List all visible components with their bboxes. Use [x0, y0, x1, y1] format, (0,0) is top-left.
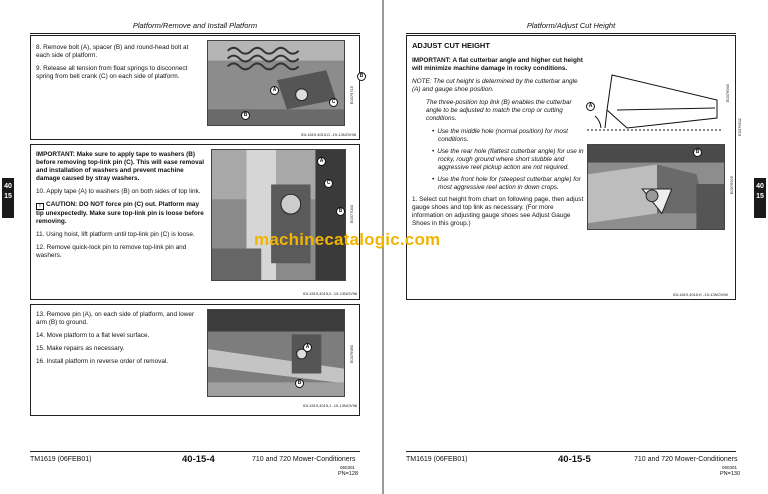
bullet-front-hole: • Use the front hole for (steepest cutterbar angle) for most aggressive reel action in down crops.: [428, 176, 584, 192]
cutterbar-angle-diagram: [587, 70, 722, 134]
diagram-id-2: E0376511: [737, 118, 742, 136]
procedure-block-1: [30, 35, 364, 140]
bullet-list: [412, 128, 584, 192]
callout-a: A: [586, 102, 595, 111]
footer-model: 710 and 720 Mower-Conditioners: [252, 456, 356, 463]
section-tab: 40 15: [2, 178, 14, 218]
important-note: IMPORTANT: A flat cutterbar angle and higher cut height will minimize machine damage in rocky conditions.: [412, 57, 583, 72]
step-10: 10. Apply tape (A) to washers (B) on both sides of top link.: [36, 188, 201, 195]
photo-id: E0377040: [349, 205, 354, 224]
footer-tm: TM1619 (06FEB01): [30, 456, 92, 463]
figure-code: IDL1619,4015,D -19-13NOV98: [301, 132, 356, 137]
callout-b2: B: [357, 72, 366, 81]
callout-b: B: [693, 148, 702, 157]
callout-c: C: [324, 179, 333, 188]
note: NOTE: The cut height is determined by the cutterbar angle (A) and gauge shoe position.: [412, 78, 578, 93]
callout-b: B: [295, 379, 304, 388]
steps-text: [36, 44, 196, 86]
callout-b: B: [241, 111, 250, 120]
step-13: 13. Remove pin (A), on each side of platform, and lower arm (B) to ground.: [36, 311, 195, 326]
photo-id: E0376980: [349, 345, 354, 364]
footer-pn: PN=128: [338, 471, 359, 477]
step-11: 11. Using hoist, lift platform until top-link pin (C) is loose.: [36, 231, 195, 238]
callout-a: A: [317, 157, 326, 166]
photo-lower-arm: [207, 309, 345, 397]
section-tab: 40 15: [754, 178, 766, 218]
block3-text: [36, 311, 204, 371]
block2-text: [36, 151, 206, 265]
step-8: 8. Remove bolt (A), spacer (B) and round-head bolt at each side of platform.: [36, 44, 189, 59]
photo-top-link: [211, 149, 346, 281]
callout-c: C: [329, 98, 338, 107]
footer-subcode: 060301: [340, 465, 356, 470]
diagram-id: E0376945: [725, 84, 730, 103]
three-position-paragraph: The three-position top link (B) enables the cutterbar angle to be adjusted to match the crop or cutting conditions.: [426, 99, 572, 122]
step-12: 12. Remove quick-lock pin to remove top-link pin and washers.: [36, 244, 187, 259]
bullet-middle-hole: • Use the middle hole (normal position) for most conditions.: [428, 128, 584, 144]
important-note: IMPORTANT: Make sure to apply tape to washers (B) before removing top-link pin (C). This will ease removal and installation of washers and prevent machine damage caused by stray washers.: [36, 151, 204, 182]
figure-code: IDL1619,4015,II -19-13NOV98: [303, 291, 358, 296]
page-header: Platform/Remove and Install Platform: [30, 18, 360, 34]
footer-rule: [406, 451, 736, 452]
page-header: Platform/Adjust Cut Height: [406, 18, 736, 34]
step-15: 15. Make repairs as necessary.: [36, 345, 125, 352]
callout-a: A: [303, 343, 312, 352]
footer-rule: [30, 451, 360, 452]
figure-code: IDL1619,4015,J -19-13NOV98: [303, 403, 358, 408]
right-page: [386, 0, 768, 494]
figure-code: IDL1619,4015,K -19-13NOV98: [673, 292, 728, 297]
footer-page-number: 40-15-5: [558, 454, 591, 465]
photo-id: E0376715: [349, 86, 354, 105]
watermark: machinecatalogic.com: [254, 230, 441, 249]
footer-pn: PN=130: [720, 471, 741, 477]
caution-note: ! CAUTION: DO NOT force pin (C) out. Platform may tip unexpectedly. Make sure top-link pin is loose before removing.: [36, 201, 204, 225]
photo-top-link-holes: [587, 144, 725, 230]
section-title: ADJUST CUT HEIGHT: [412, 41, 490, 50]
step-16: 16. Install platform in reverse order of removal.: [36, 358, 169, 365]
step-14: 14. Move platform to a flat level surface.: [36, 332, 150, 339]
footer-page-number: 40-15-4: [182, 454, 215, 465]
caution-icon: !: [36, 203, 44, 210]
procedure-block-2: [30, 144, 360, 300]
step-9: 9. Release all tension from float springs to disconnect spring from bell crank (C) on each side of platform.: [36, 65, 188, 80]
block-text: [412, 41, 584, 233]
footer-tm: TM1619 (06FEB01): [406, 456, 468, 463]
photo-id: E0376925: [729, 176, 734, 195]
bullet-rear-hole: • Use the rear hole (flattest cutterbar angle) for use in rocky, rough ground where short stubble and aggressive reel pickup action are not required.: [428, 148, 584, 172]
callout-a: A: [270, 86, 279, 95]
adjust-cut-height-block: [406, 35, 742, 300]
footer-model: 710 and 720 Mower-Conditioners: [634, 456, 738, 463]
step-1: 1. Select cut height from chart on following page, then adjust gauge shoes and top link as necessary. (For more information on adjusting gauge shoes see Adjust Gauge Shoes in this group.): [412, 196, 584, 227]
photo-float-spring: [207, 40, 345, 126]
procedure-block-3: [30, 304, 360, 416]
callout-b: B: [336, 207, 345, 216]
footer-subcode: 060301: [722, 465, 738, 470]
